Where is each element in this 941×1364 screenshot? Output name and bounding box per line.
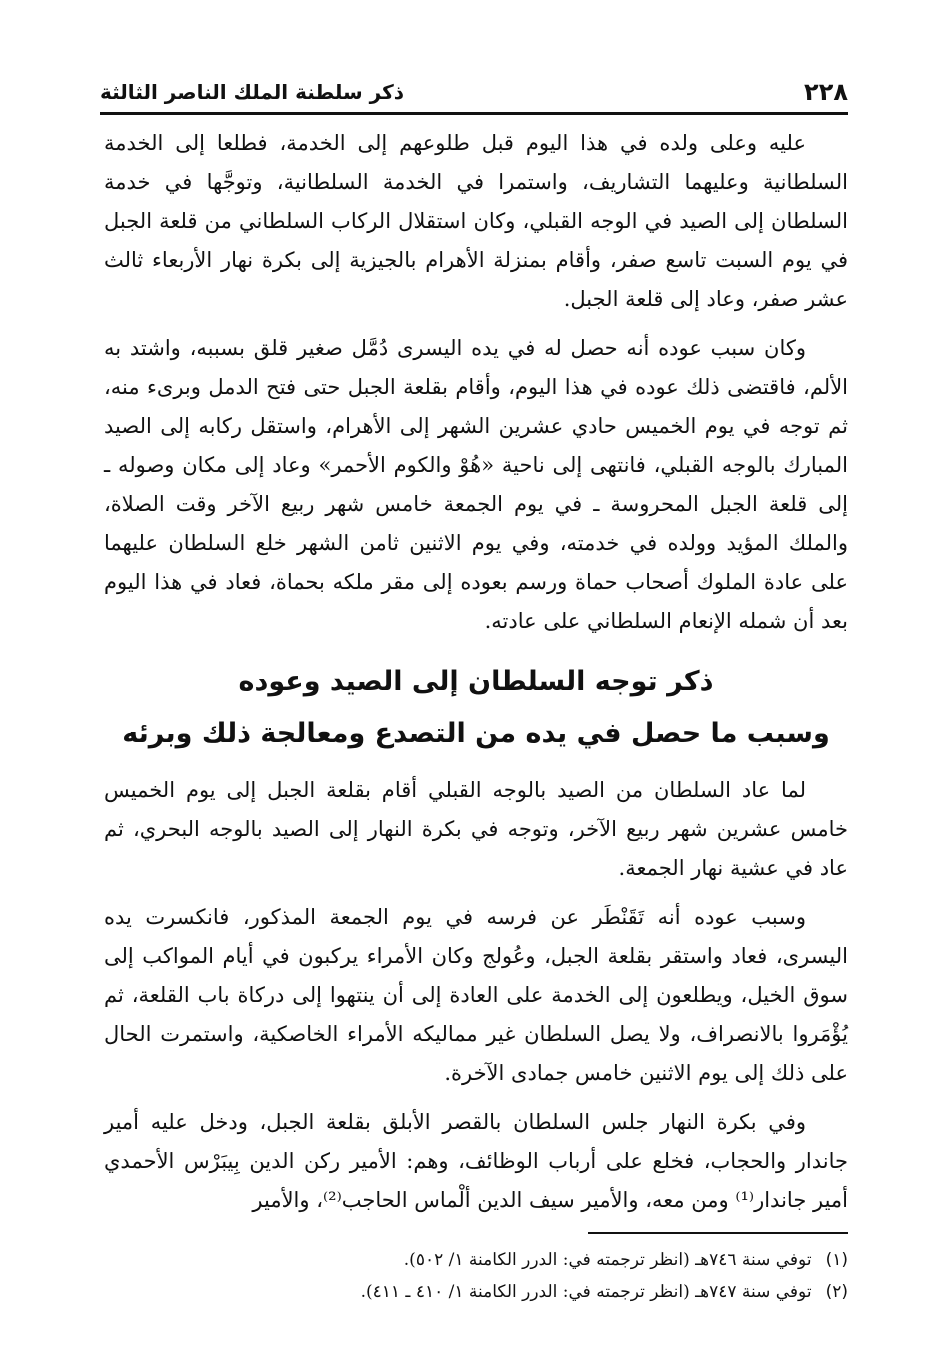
page-body (104, 124, 848, 1230)
paragraph: عليه وعلى ولده في هذا اليوم قبل طلوعهم إلى الخدمة، فطلعا إلى الخدمة السلطانية وعليهما التشاريف، واستمرا في الخدمة السلطانية، وتوجَّها في خدمة السلطان إلى الصيد في الوجه القبلي، وكان استقلال الركاب السلطاني من قلعة الجبل في يوم السبت تاسع صفر، وأقام بمنزلة الأهرام بالجيزية إلى بكرة نهار الأربعاء ثالث عشر صفر، وعاد إلى قلعة الجبل. (104, 131, 848, 311)
footnote-number: (١) (825, 1250, 848, 1270)
footnote-item (104, 1244, 848, 1276)
footnote-number: (٢) (825, 1282, 848, 1302)
footnote-divider (588, 1232, 848, 1234)
section-heading (104, 659, 848, 757)
running-title: ذكر سلطنة الملك الناصر الثالثة (100, 80, 405, 104)
section-heading-line-2: وسبب ما حصل في يده من التصدع ومعالجة ذلك وبرئه (122, 718, 830, 749)
paragraph: وسبب عوده أنه تَقَنْطَر عن فرسه في يوم الجمعة المذكور، فانكسرت يده اليسرى، فعاد واستقر بقلعة الجبل، وعُولج وكان الأمراء يركبون في أيام المواكب إلى سوق الخيل، ويطلعون إلى الخدمة على العادة إلى أن ينتهوا إلى دركاة باب القلعة، ثم يُؤْمَروا بالانصراف، ولا يصل السلطان غير مماليكه الأمراء الخاصكية، واستمرت الحال على ذلك إلى يوم الاثنين خامس جمادى الآخرة. (104, 905, 848, 1085)
footnote-item (104, 1276, 848, 1308)
paragraph: وفي بكرة النهار جلس السلطان بالقصر الأبلق بقلعة الجبل، ودخل عليه أمير جاندار والحجاب، فخلع على أرباب الوظائف، وهم: الأمير ركن الدين بِيبَرْس الأحمدي أمير جاندار⁽¹⁾ ومن معه، والأمير سيف الدين ألْماس الحاجب⁽²⁾، والأمير (104, 1110, 848, 1212)
page-header (100, 72, 848, 115)
footnote-text: توفي سنة ٧٤٦هـ (انظر ترجمته في: الدرر الكامنة ١/ ٥٠٢). (403, 1250, 812, 1270)
paragraph: وكان سبب عوده أنه حصل له في يده اليسرى دُمَّل صغير قلق بسببه، واشتد به الألم، فاقتضى ذلك عوده في هذا اليوم، وأقام بقلعة الجبل حتى فتح الدمل وبرىء منه، ثم توجه في يوم الخميس حادي عشرين الشهر إلى الأهرام، واستقل ركابه إلى الصيد المبارك بالوجه القبلي، فانتهى إلى ناحية «هُوْ والكوم الأحمر» وعاد إلى مكان وصوله ـ إلى قلعة الجبل المحروسة ـ في يوم الجمعة خامس شهر ربيع الآخر وقت الصلاة، والملك المؤيد وولده في خدمته، وفي يوم الاثنين ثامن الشهر خلع السلطان عليهما على عادة الملوك أصحاب حماة ورسم بعوده إلى مقر ملكه بحماة، فعاد في هذا اليوم بعد أن شمله الإنعام السلطاني على عادته. (104, 336, 848, 633)
section-heading-line-1: ذكر توجه السلطان إلى الصيد وعوده (238, 666, 714, 697)
paragraph: لما عاد السلطان من الصيد بالوجه القبلي أقام بقلعة الجبل إلى يوم الخميس خامس عشرين شهر ربيع الآخر، وتوجه في بكرة النهار إلى الصيد بالوجه البحري، ثم عاد في عشية نهار الجمعة. (104, 778, 848, 880)
page-number: ٢٢٨ (804, 78, 848, 106)
footnote-text: توفي سنة ٧٤٧هـ (انظر ترجمته في: الدرر الكامنة ١/ ٤١٠ ـ ٤١١). (360, 1282, 812, 1302)
footnotes (104, 1244, 848, 1308)
